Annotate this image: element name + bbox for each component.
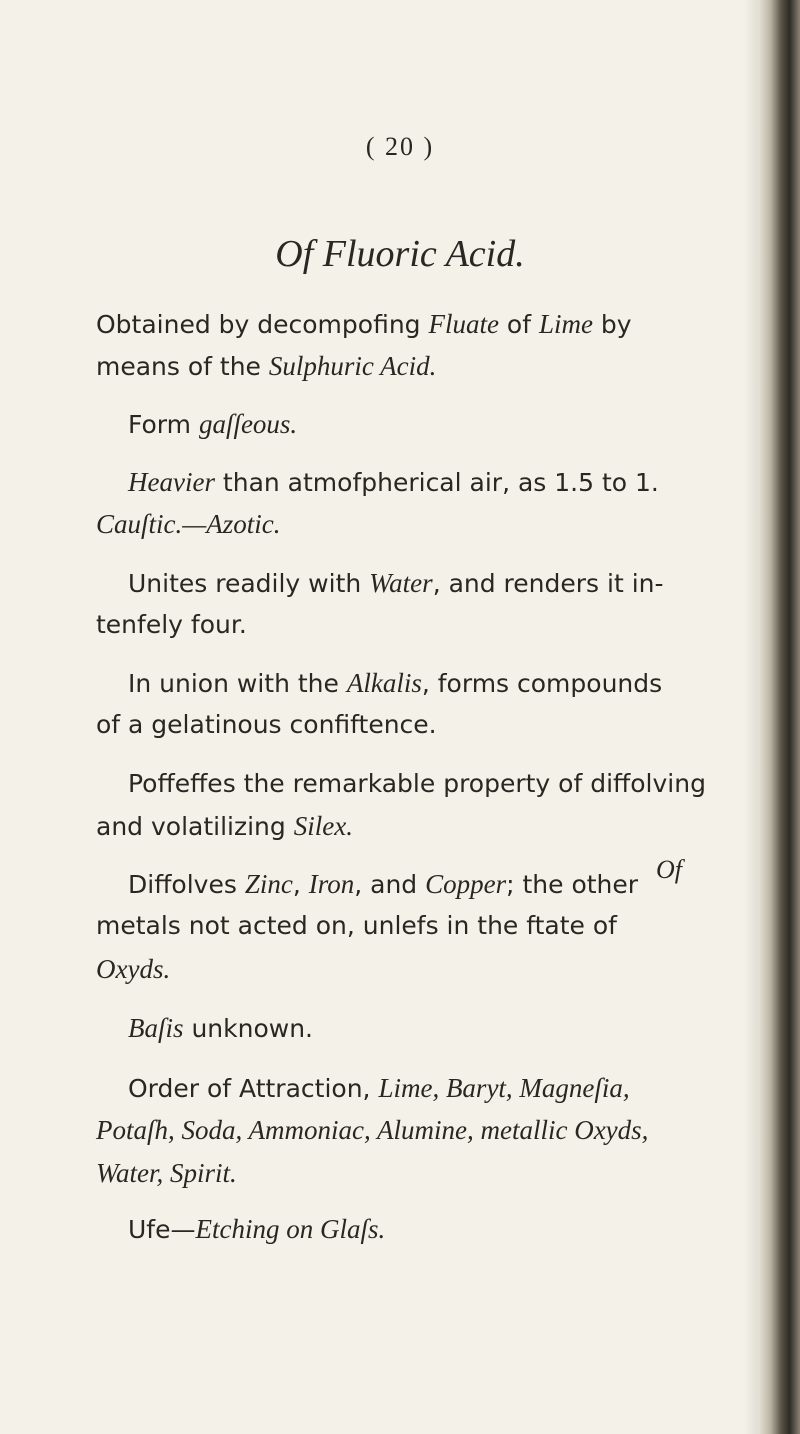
page-number: ( 20 ) xyxy=(365,132,435,161)
text-run: of a gelatinous confiftence. xyxy=(96,710,437,739)
text-run: , and xyxy=(354,870,426,899)
text-run: Order of Attraction, xyxy=(128,1074,379,1103)
italic-term: Iron xyxy=(308,869,355,899)
text-line xyxy=(96,811,353,842)
text-line xyxy=(96,1115,648,1146)
text-line xyxy=(128,1214,385,1245)
italic-term: Water, Spirit. xyxy=(96,1158,237,1188)
text-run: and volatilizing xyxy=(96,812,294,841)
text-line xyxy=(96,1158,237,1189)
catchword: Of xyxy=(656,855,682,884)
text-run: ; the other xyxy=(506,870,639,899)
text-run: Diffolves xyxy=(128,870,245,899)
text-run: of xyxy=(498,310,539,339)
text-line xyxy=(128,409,297,440)
text-run: , forms compounds xyxy=(421,669,663,698)
text-line xyxy=(128,869,638,900)
text-line xyxy=(96,509,281,540)
text-line xyxy=(96,309,632,340)
text-run: by xyxy=(592,310,632,339)
text-run: In union with the xyxy=(128,669,347,698)
text-run: Unites readily with xyxy=(128,569,370,598)
text-run: , and renders it in- xyxy=(432,569,664,598)
italic-term: Sulphuric Acid. xyxy=(268,351,437,381)
text-line xyxy=(128,1073,630,1104)
text-line xyxy=(128,467,659,498)
text-run: Poffeffes the remarkable property of diffolving xyxy=(128,769,706,798)
text-line xyxy=(96,911,617,941)
text-run: Ufe— xyxy=(128,1215,196,1244)
italic-term: gaſſeous. xyxy=(198,409,298,439)
text-line xyxy=(128,668,662,699)
text-line xyxy=(128,769,706,799)
italic-term: Heavier xyxy=(128,467,215,497)
italic-term: Oxyds. xyxy=(96,954,171,984)
italic-term: Potaſh, Soda, Ammoniac, Alumine, metallic Oxyds, xyxy=(96,1115,649,1145)
text-run: means of the xyxy=(96,352,269,381)
text-run: metals not acted on, unlefs in the ftate of xyxy=(96,911,617,940)
text-run: than atmofpherical air, as 1.5 to 1. xyxy=(214,468,659,497)
text-line xyxy=(96,351,436,382)
binding-shadow xyxy=(744,0,758,1434)
italic-term: Cauſtic.—Azotic. xyxy=(96,509,281,539)
italic-term: Alkalis xyxy=(346,668,422,698)
italic-term: Copper xyxy=(425,869,507,899)
text-run: , xyxy=(292,870,309,899)
italic-term: Baſis xyxy=(128,1013,184,1043)
text-run: unknown. xyxy=(183,1014,314,1043)
text-line xyxy=(128,1013,313,1044)
text-run: tenfely four. xyxy=(96,610,247,639)
text-run: Obtained by decompofing xyxy=(96,310,429,339)
italic-term: Lime, Baryt, Magneſia, xyxy=(378,1073,630,1103)
italic-term: Silex. xyxy=(293,811,353,841)
text-line xyxy=(128,568,664,599)
text-line xyxy=(96,610,247,640)
book-binding xyxy=(758,0,800,1434)
text-run: Form xyxy=(128,410,199,439)
section-heading: Of Fluoric Acid. xyxy=(275,233,525,275)
text-line xyxy=(96,954,170,985)
italic-term: Fluate xyxy=(428,309,499,339)
italic-term: Water xyxy=(369,568,433,598)
italic-term: Zinc xyxy=(244,869,293,899)
text-line xyxy=(96,710,437,740)
italic-term: Lime xyxy=(538,309,593,339)
italic-term: Etching on Glaſs. xyxy=(195,1214,386,1244)
